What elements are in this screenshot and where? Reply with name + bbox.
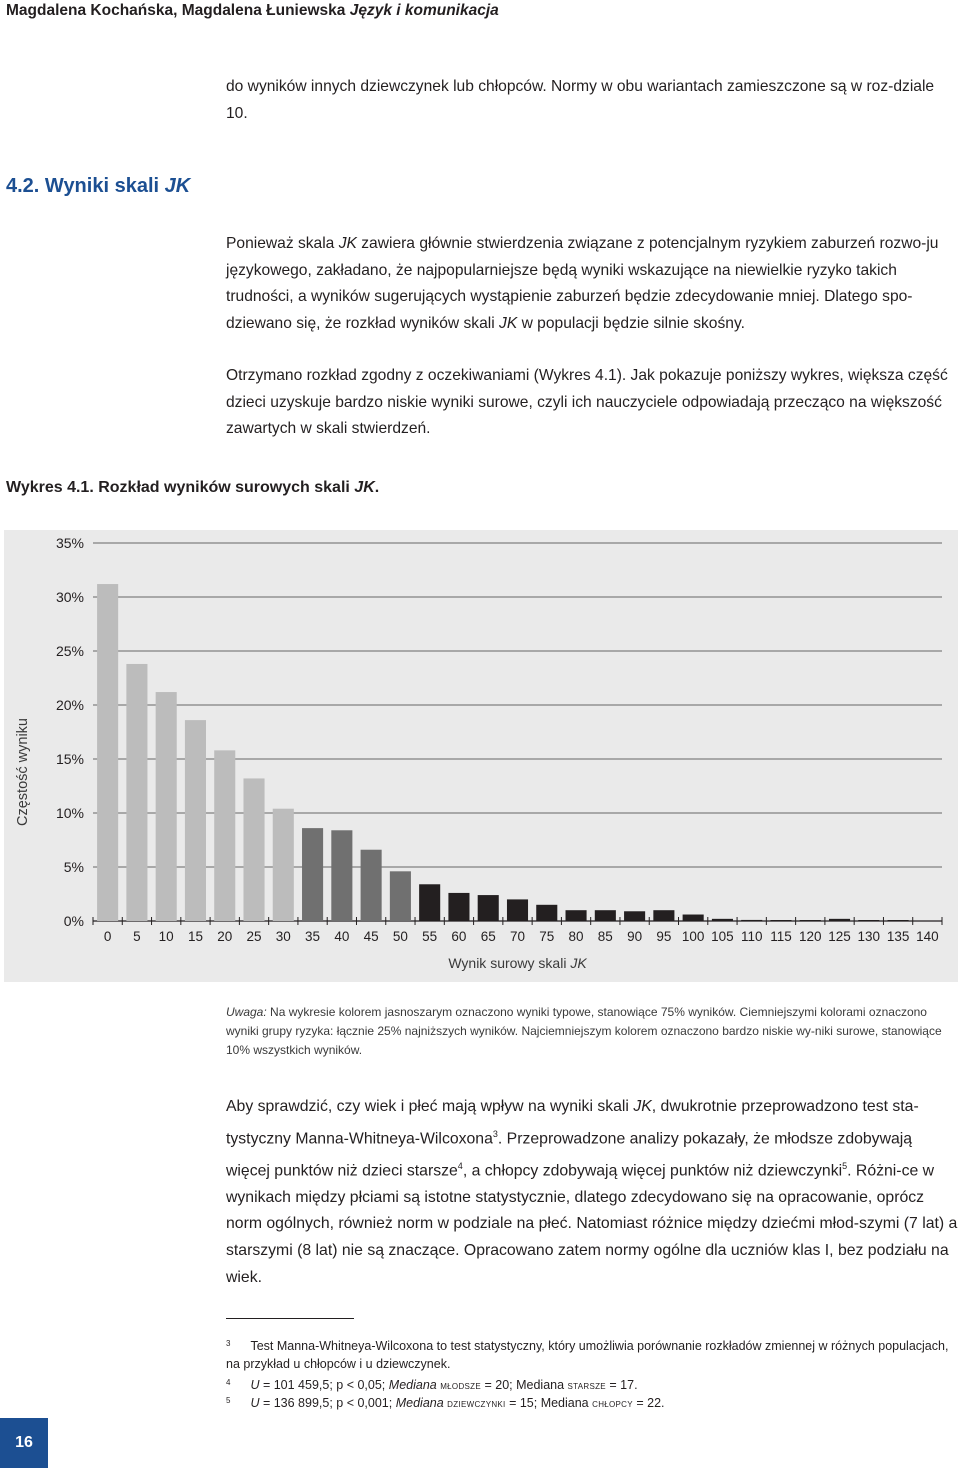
section-title-text: Wyniki skali xyxy=(44,175,160,197)
bar-30 xyxy=(273,809,294,921)
bar-125 xyxy=(829,919,850,921)
para3-text-d: , a chłopcy zdobywają więcej punktów niż dziewczynki xyxy=(462,1161,843,1179)
footnote-4-group-1: MŁODSZE xyxy=(440,1382,481,1391)
footnote-5-number: 5 xyxy=(226,1396,231,1405)
x-tick-label: 105 xyxy=(711,929,734,944)
bar-60 xyxy=(448,893,469,921)
x-tick-label: 15 xyxy=(187,929,203,944)
para1-text-c: w populacji będzie silnie skośny. xyxy=(521,315,745,333)
x-tick-label: 140 xyxy=(916,929,939,944)
bar-90 xyxy=(624,911,645,921)
bar-25 xyxy=(243,778,264,921)
footnote-3-number: 3 xyxy=(226,1339,231,1348)
footnote-5 xyxy=(226,1394,958,1414)
x-axis-label: Wynik surowy skali JK xyxy=(448,955,587,971)
bar-5 xyxy=(126,664,147,921)
bar-15 xyxy=(185,720,206,921)
bar-130 xyxy=(858,920,879,921)
x-tick-label: 125 xyxy=(828,929,851,944)
footnote-ref-5[interactable]: 5 xyxy=(842,1160,848,1171)
bar-75 xyxy=(536,905,557,921)
footnote-5-u: U xyxy=(250,1396,260,1410)
footnote-5-group-1: DZIEWCZYNKI xyxy=(447,1400,506,1409)
bar-115 xyxy=(770,920,791,921)
page-number-badge xyxy=(0,1418,48,1468)
footnote-5-group-2: CHŁOPCY xyxy=(592,1400,633,1409)
para1-jk-2: JK xyxy=(499,315,518,333)
x-tick-label: 65 xyxy=(480,929,496,944)
bar-55 xyxy=(419,884,440,921)
x-tick-label: 80 xyxy=(568,929,584,944)
x-tick-label: 100 xyxy=(681,929,705,944)
footnote-4-u: U xyxy=(250,1378,260,1392)
footnote-5-value-2: = 22. xyxy=(632,1396,665,1410)
bar-45 xyxy=(361,850,382,921)
x-tick-label: 35 xyxy=(305,929,321,944)
y-tick-label: 35% xyxy=(55,535,84,551)
bar-20 xyxy=(214,750,235,921)
bar-70 xyxy=(507,899,528,921)
footnote-5-stat: = 136 899,5; p < 0,001; xyxy=(259,1396,393,1410)
y-tick-label: 25% xyxy=(55,643,84,659)
running-head xyxy=(6,2,499,20)
bar-0 xyxy=(97,584,118,921)
y-tick-label: 0% xyxy=(63,913,84,929)
para3-text-b: , dwukrotnie przeprowadzono test sta-tystyczny Manna-Whitneya-Wilcoxona xyxy=(226,1098,919,1147)
x-tick-label: 30 xyxy=(275,929,291,944)
x-tick-label: 20 xyxy=(217,929,233,944)
bar-135 xyxy=(888,920,909,921)
bar-100 xyxy=(683,915,704,921)
x-tick-label: 90 xyxy=(627,929,643,944)
x-tick-label: 95 xyxy=(656,929,672,944)
footnote-4-mediana: Mediana xyxy=(388,1378,437,1392)
x-tick-label: 60 xyxy=(451,929,467,944)
figure-caption xyxy=(6,479,379,497)
section-number: 4.2. xyxy=(6,175,40,197)
para1-text-a: Ponieważ skala xyxy=(226,235,335,252)
footnote-4-stat: = 101 459,5; p < 0,05; xyxy=(259,1378,386,1392)
bar-85 xyxy=(595,910,616,921)
footnote-4-value-2: = 17. xyxy=(605,1378,638,1392)
x-tick-label: 110 xyxy=(740,929,763,944)
x-tick-label: 120 xyxy=(798,929,822,944)
footnote-4-value-1: = 20; Mediana xyxy=(481,1378,565,1392)
footnote-4-group-2: STARSZE xyxy=(567,1382,606,1391)
para1-text-b: zawiera głównie stwierdzenia związane z potencjalnym ryzykiem zaburzeń rozwo-ju językowego, zakładano, że najpopularniejsze będą wyniki wskazujące na niewielkie ryzyko takich trudności, a wyników sugerujących wystąpienie zaburzeń będzie zdecydowanie mniej. Dlatego spo-dziewano się, że rozkład wyników skali xyxy=(226,235,939,333)
footnote-3 xyxy=(226,1337,958,1373)
paragraph-1 xyxy=(226,231,958,338)
x-tick-label: 45 xyxy=(363,929,379,944)
x-tick-label: 135 xyxy=(886,929,910,944)
header-authors: Magdalena Kochańska, Magdalena Łuniewska xyxy=(6,2,346,19)
x-tick-label: 50 xyxy=(392,929,408,944)
bar-110 xyxy=(741,920,762,921)
header-book-title: Język i komunikacja xyxy=(349,2,499,19)
x-tick-label: 70 xyxy=(509,929,526,944)
x-tick-label: 0 xyxy=(103,929,112,944)
intro-text: do wyników innych dziewczynek lub chłopców. Normy w obu wariantach zamieszczone są w roz-dziale 10. xyxy=(226,78,935,122)
bar-120 xyxy=(800,920,821,921)
section-title xyxy=(6,175,190,198)
bar-chart xyxy=(4,530,958,982)
x-tick-label: 55 xyxy=(422,929,438,944)
bar-35 xyxy=(302,828,323,921)
footnote-4-number: 4 xyxy=(226,1378,231,1387)
paragraph-2 xyxy=(226,363,958,443)
page-number: 16 xyxy=(15,1434,33,1451)
footnote-4 xyxy=(226,1376,958,1396)
bar-40 xyxy=(331,830,352,921)
x-tick-label: 5 xyxy=(133,929,141,944)
x-tick-label: 75 xyxy=(539,929,555,944)
y-tick-label: 10% xyxy=(55,805,84,821)
figure-caption-italic: JK xyxy=(354,479,375,496)
x-tick-label: 10 xyxy=(158,929,174,944)
para3-jk: JK xyxy=(633,1098,652,1115)
y-tick-label: 30% xyxy=(55,589,84,605)
intro-paragraph xyxy=(226,74,958,127)
footnote-ref-4[interactable]: 4 xyxy=(457,1160,463,1171)
footnote-5-value-1: = 15; Mediana xyxy=(505,1396,589,1410)
bar-80 xyxy=(566,910,587,921)
x-tick-label: 25 xyxy=(246,929,262,944)
figure-caption-end: . xyxy=(374,479,380,496)
para3-text-a: Aby sprawdzić, czy wiek i płeć mają wpływ na wyniki skali xyxy=(226,1098,629,1115)
footnote-ref-3[interactable]: 3 xyxy=(492,1128,498,1139)
para1-jk-1: JK xyxy=(338,235,357,252)
y-tick-label: 15% xyxy=(55,751,84,767)
bar-105 xyxy=(712,919,733,921)
y-tick-label: 5% xyxy=(63,859,84,875)
x-tick-label: 130 xyxy=(857,929,881,944)
section-title-italic: JK xyxy=(164,175,191,197)
note-text: Na wykresie kolorem jasnoszarym oznaczono wyniki typowe, stanowiące 75% wyników. Ciemniejszymi kolorami oznaczono wyniki grupy ryzyka: łącznie 25% najniższych wyników. Najciemniejszym kolorem oznaczono bardzo niskie wy-niki surowe, stanowiące 10% wszystkich wyników. xyxy=(226,1005,942,1057)
para3-text-c: . Przeprowadzone analizy pokazały, że młodsze zdobywają więcej punktów niż dzieci starsze xyxy=(226,1129,913,1179)
chart-note xyxy=(226,1003,958,1060)
para3-text-e: . Różni-ce w wynikach między płciami są istotne statystycznie, dlatego zdecydowano się na opracowanie, oprócz norm ogólnych, również norm w podziale na płeć. Natomiast różnice między dziećmi młod-szymi (7 lat) a starszymi (8 lat) nie są znaczące. Opracowano zatem normy ogólne dla uczniów klas I, bez podziału na wiek. xyxy=(226,1161,958,1286)
y-tick-label: 20% xyxy=(55,697,84,713)
note-lead: Uwaga: xyxy=(226,1005,267,1019)
x-tick-label: 40 xyxy=(334,929,350,944)
bar-50 xyxy=(390,871,411,921)
bar-65 xyxy=(478,895,499,921)
para2-text: Otrzymano rozkład zgodny z oczekiwaniami (Wykres 4.1). Jak pokazuje poniższy wykres, większa część dzieci uzyskuje bardzo niskie wyniki surowe, czyli ich nauczyciele odpowiadają przecząco na większość zawartych w skali stwierdzeń. xyxy=(226,367,948,438)
figure-caption-text: Wykres 4.1. Rozkład wyników surowych skali xyxy=(6,479,350,496)
paragraph-3 xyxy=(226,1094,958,1291)
chart-container xyxy=(4,530,958,982)
footnote-3-text: Test Manna-Whitneya-Wilcoxona to test statystyczny, który umożliwia porównanie rozkładów zmiennej w różnych populacjach, na przykład u chłopców i u dziewczynek. xyxy=(226,1339,949,1371)
x-tick-label: 85 xyxy=(597,929,613,944)
bar-10 xyxy=(156,692,177,921)
footnote-divider xyxy=(226,1318,354,1319)
y-axis-label: Częstość wyniku xyxy=(15,718,31,826)
x-tick-label: 115 xyxy=(770,929,792,944)
bar-95 xyxy=(653,910,674,921)
footnote-5-mediana: Mediana xyxy=(395,1396,444,1410)
